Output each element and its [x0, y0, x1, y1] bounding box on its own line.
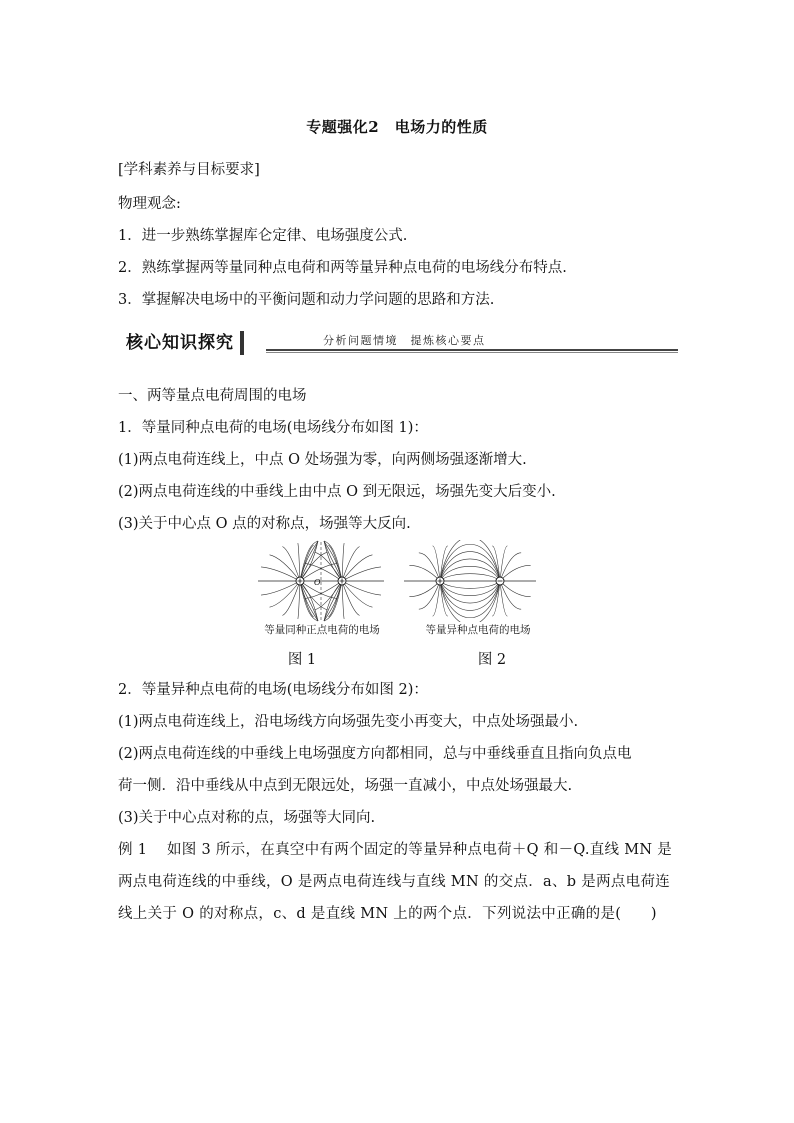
point: (2)两点电荷连线的中垂线上电场强度方向都相同，总与中垂线垂直且指向负点电: [118, 746, 632, 762]
banner-rule-thin: [266, 352, 678, 353]
goal-item: 2．熟练掌握两等量同种点电荷和两等量异种点电荷的电场线分布特点.: [118, 260, 567, 276]
figure-2-caption: 等量异种点电荷的电场: [425, 624, 531, 636]
example-line: 线上关于 O 的对称点，c、d 是直线 MN 上的两个点．下列说法中正确的是( ): [118, 906, 657, 922]
point: (1)两点电荷连线上，中点 O 处场强为零，向两侧场强逐渐增大.: [118, 452, 527, 468]
banner-subtitle: 分析问题情境 提炼核心要点: [323, 334, 486, 347]
field-line: [342, 546, 360, 581]
goals-header: [学科素养与目标要求]: [118, 162, 260, 178]
field-line: [433, 546, 440, 581]
item-heading: 1．等量同种点电荷的电场(电场线分布如图 1)：: [118, 420, 428, 436]
goal-item: 1．进一步熟练掌握库仑定律、电场强度公式.: [118, 228, 408, 244]
field-lines-unlike-charges: [402, 540, 538, 622]
field-line: [440, 581, 500, 622]
example-line: 例 1 如图 3 所示，在真空中有两个固定的等量异种点电荷＋Q 和－Q.直线 MN 是: [118, 842, 673, 858]
point: (2)两点电荷连线的中垂线上由中点 O 到无限远，场强先变大后变小.: [118, 484, 556, 500]
field-line: [500, 565, 531, 581]
field-line: [440, 540, 500, 581]
figure-1: [252, 540, 390, 622]
banner-rule: [266, 349, 678, 351]
figure-2: [402, 540, 538, 622]
field-line: [433, 581, 440, 616]
concept-label: 物理观念:: [118, 196, 181, 212]
figure-2-label: 图 2: [477, 652, 507, 668]
section-heading: 一、两等量点电荷周围的电场: [118, 388, 307, 404]
center-label-o: O: [314, 578, 321, 587]
field-line: [342, 581, 360, 616]
field-line: [500, 581, 531, 597]
field-line: [500, 581, 507, 616]
field-line: [440, 581, 500, 588]
figure-1-caption: 等量同种正点电荷的电场: [264, 624, 380, 636]
goal-item: 3．掌握解决电场中的平衡问题和动力学问题的思路和方法.: [118, 292, 495, 308]
field-line: [440, 574, 500, 581]
point: (3)关于中心点 O 点的对称点，场强等大反向.: [118, 516, 411, 532]
example-line: 两点电荷连线的中垂线，O 是两点电荷连线与直线 MN 的交点．a、b 是两点电荷连: [118, 874, 671, 890]
banner-tag: 核心知识探究: [118, 331, 244, 355]
page-title: 专题强化2 电场力的性质: [306, 118, 488, 136]
field-line: [500, 546, 507, 581]
item-heading: 2．等量异种点电荷的电场(电场线分布如图 2)：: [118, 682, 428, 698]
point: 荷一侧．沿中垂线从中点到无限远处，场强一直减小，中点处场强最大.: [118, 778, 573, 794]
section-banner: [118, 330, 678, 358]
point: (1)两点电荷连线上，沿电场线方向场强先变小再变大，中点处场强最小.: [118, 714, 579, 730]
field-line: [409, 565, 440, 581]
figure-1-label: 图 1: [287, 652, 317, 668]
field-line: [282, 546, 300, 581]
point: (3)关于中心点对称的点，场强等大同向.: [118, 810, 376, 826]
field-lines-like-charges: [252, 540, 390, 622]
field-line: [282, 581, 300, 616]
field-line: [409, 581, 440, 597]
